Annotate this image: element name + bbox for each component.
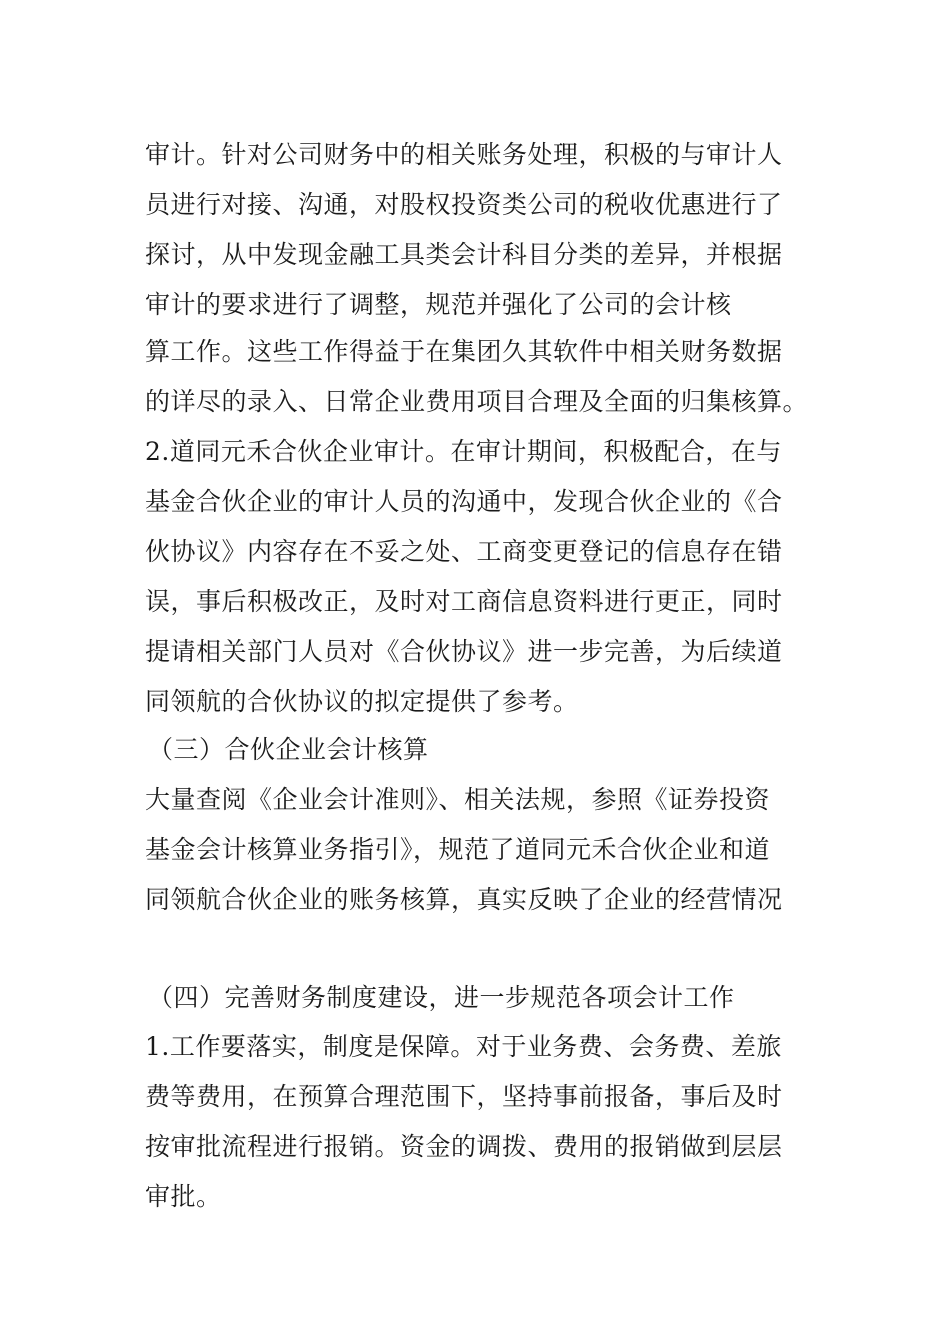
paragraph-line: 基金会计核算业务指引》，规范了道同元禾合伙企业和道	[145, 835, 771, 864]
paragraph-line: 大量查阅《企业会计准则》、相关法规，参照《证券投资	[145, 785, 771, 814]
paragraph-line: 算工作。这些工作得益于在集团久其软件中相关财务数据	[145, 337, 783, 366]
paragraph-line: 探讨，从中发现金融工具类会计科目分类的差异，并根据	[145, 240, 783, 269]
paragraph-line: 2.道同元禾合伙企业审计。在审计期间，积极配合，在与	[145, 437, 782, 466]
paragraph-line: 1.工作要落实，制度是保障。对于业务费、会务费、差旅	[145, 1032, 782, 1061]
paragraph-line: 误，事后积极改正，及时对工商信息资料进行更正，同时	[145, 587, 783, 616]
section-heading: （四）完善财务制度建设，进一步规范各项会计工作	[148, 983, 735, 1012]
paragraph-line: 的详尽的录入、日常企业费用项目合理及全面的归集核算。	[145, 387, 809, 416]
paragraph-line: 审批。	[145, 1182, 222, 1211]
section-heading: （三）合伙企业会计核算	[148, 735, 429, 764]
paragraph-line: 基金合伙企业的审计人员的沟通中，发现合伙企业的《合	[145, 487, 783, 516]
paragraph-line: 员进行对接、沟通，对股权投资类公司的税收优惠进行了	[145, 190, 783, 219]
paragraph-line: 审计的要求进行了调整，规范并强化了公司的会计核	[145, 290, 732, 319]
paragraph-line: 按审批流程进行报销。资金的调拨、费用的报销做到层层	[145, 1132, 783, 1161]
paragraph-line: 审计。针对公司财务中的相关账务处理，积极的与审计人	[145, 140, 783, 169]
paragraph-line: 费等费用，在预算合理范围下，坚持事前报备，事后及时	[145, 1082, 783, 1111]
paragraph-line: 提请相关部门人员对《合伙协议》进一步完善，为后续道	[145, 637, 783, 666]
paragraph-line: 同领航合伙企业的账务核算，真实反映了企业的经营情况	[145, 885, 783, 914]
paragraph-line: 同领航的合伙协议的拟定提供了参考。	[145, 687, 579, 716]
paragraph-line: 伙协议》内容存在不妥之处、工商变更登记的信息存在错	[145, 537, 783, 566]
